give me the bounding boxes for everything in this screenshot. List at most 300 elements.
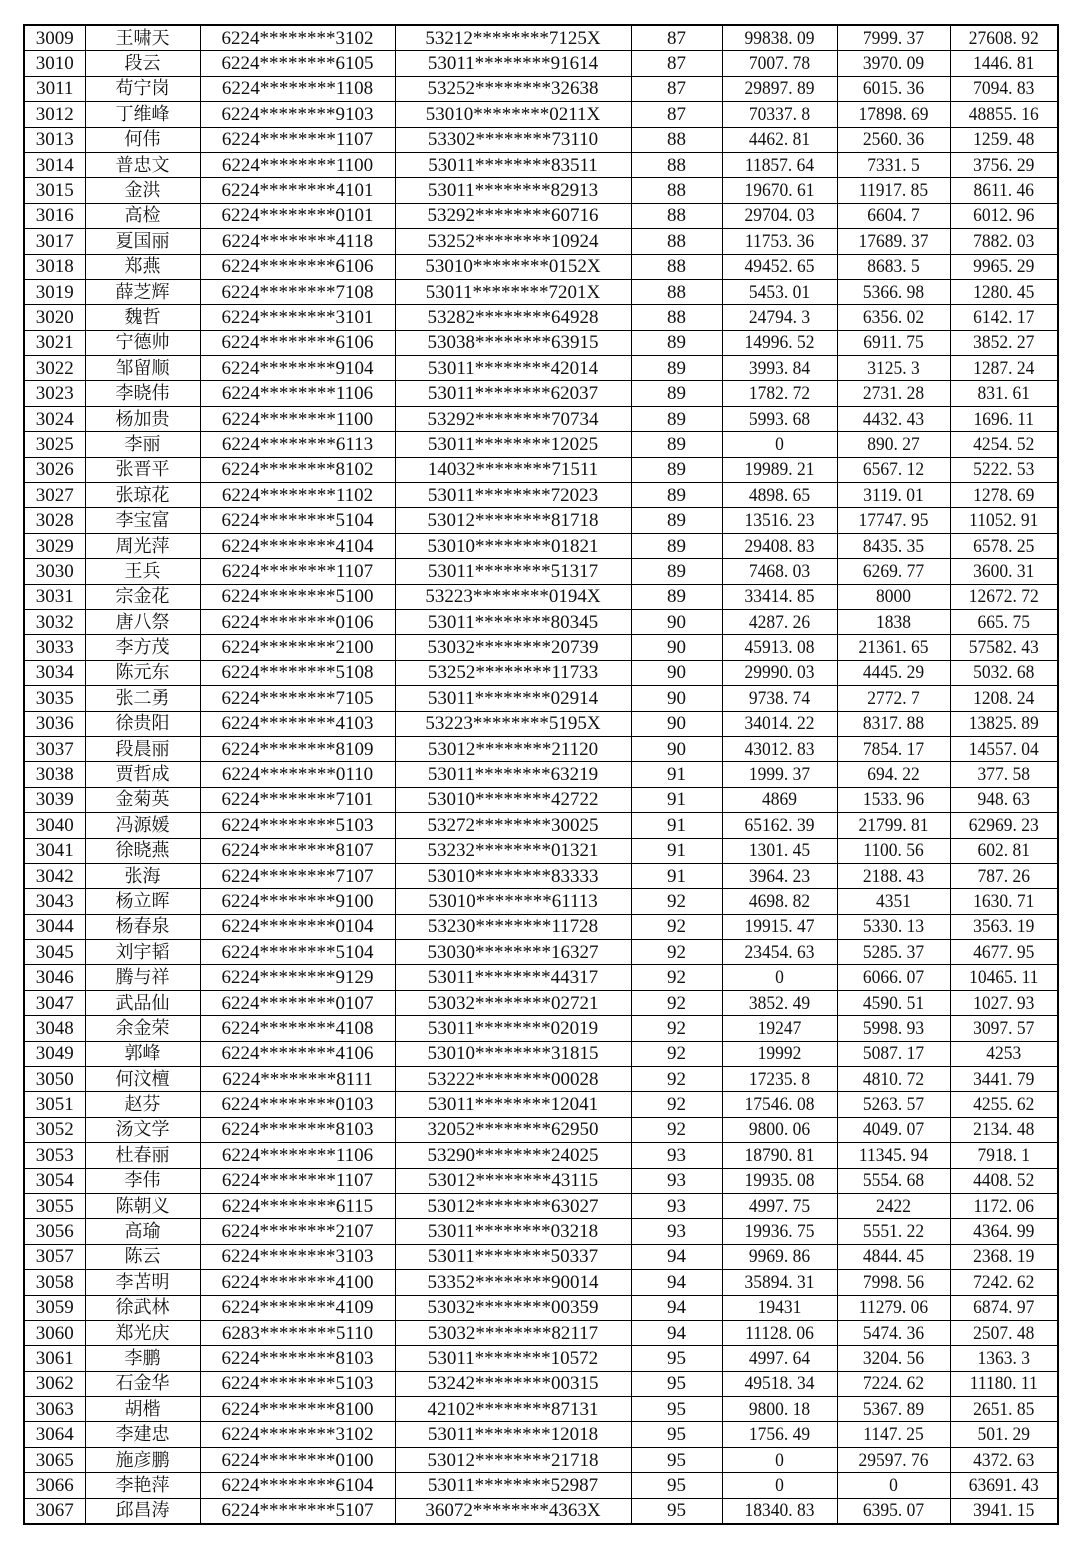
amount-1-cell: 3852. 49 — [727, 990, 833, 1015]
score-cell: 94 — [631, 1244, 722, 1269]
amount-2-cell: 8317. 88 — [842, 711, 946, 736]
card-number-cell: 6224********4101 — [200, 178, 395, 203]
row-number-cell: 3036 — [24, 711, 85, 736]
name-cell: 邱昌涛 — [85, 1498, 200, 1524]
name-cell: 薛芝辉 — [85, 279, 200, 304]
amount-1-cell: 33414. 85 — [727, 584, 833, 609]
amount-2-cell: 4432. 43 — [842, 406, 946, 431]
score-cell: 87 — [631, 76, 722, 101]
row-number-cell: 3066 — [24, 1473, 85, 1498]
name-cell: 李苫明 — [85, 1270, 200, 1295]
id-number-cell: 53222********00028 — [395, 1067, 631, 1092]
row-number-cell: 3029 — [24, 533, 85, 558]
name-cell: 王啸天 — [85, 25, 200, 51]
amount-2-cell: 890. 27 — [842, 432, 946, 457]
score-cell: 87 — [631, 25, 722, 51]
row-number-cell: 3046 — [24, 965, 85, 990]
id-number-cell: 53011********12018 — [395, 1422, 631, 1447]
id-number-cell: 53282********64928 — [395, 305, 631, 330]
score-cell: 88 — [631, 203, 722, 228]
amount-1-cell: 19989. 21 — [727, 457, 833, 482]
card-number-cell: 6224********8111 — [200, 1067, 395, 1092]
amount-2-cell: 6567. 12 — [842, 457, 946, 482]
name-cell: 周光萍 — [85, 533, 200, 558]
score-cell: 91 — [631, 813, 722, 838]
score-cell: 89 — [631, 508, 722, 533]
row-number-cell: 3020 — [24, 305, 85, 330]
card-number-cell: 6224********0100 — [200, 1447, 395, 1472]
score-cell: 90 — [631, 660, 722, 685]
table-row — [24, 838, 1058, 863]
row-number-cell: 3026 — [24, 457, 85, 482]
card-number-cell: 6224********7107 — [200, 863, 395, 888]
amount-3-cell: 14557. 04 — [954, 736, 1053, 761]
name-cell: 余金荣 — [85, 1016, 200, 1041]
amount-1-cell: 29408. 83 — [727, 533, 833, 558]
card-number-cell: 6224********1106 — [200, 1143, 395, 1168]
name-cell: 李艳萍 — [85, 1473, 200, 1498]
amount-2-cell: 6911. 75 — [842, 330, 946, 355]
amount-2-cell: 5474. 36 — [842, 1320, 946, 1345]
amount-2-cell: 5330. 13 — [842, 914, 946, 939]
table-row — [24, 1498, 1058, 1524]
card-number-cell: 6224********9129 — [200, 965, 395, 990]
name-cell: 刘宇韬 — [85, 940, 200, 965]
row-number-cell: 3042 — [24, 863, 85, 888]
amount-3-cell: 2507. 48 — [954, 1320, 1053, 1345]
amount-2-cell: 7331. 5 — [842, 152, 946, 177]
amount-3-cell: 948. 63 — [954, 787, 1053, 812]
amount-2-cell: 11917. 85 — [842, 178, 946, 203]
table-row — [24, 1016, 1058, 1041]
score-cell: 92 — [631, 1041, 722, 1066]
card-number-cell: 6224********0110 — [200, 762, 395, 787]
amount-3-cell: 3852. 27 — [954, 330, 1053, 355]
table-row — [24, 51, 1058, 76]
score-cell: 91 — [631, 863, 722, 888]
row-number-cell: 3043 — [24, 889, 85, 914]
amount-3-cell: 1446. 81 — [954, 51, 1053, 76]
name-cell: 冯源媛 — [85, 813, 200, 838]
table-row — [24, 305, 1058, 330]
score-cell: 93 — [631, 1193, 722, 1218]
table-row — [24, 203, 1058, 228]
amount-1-cell: 0 — [727, 1447, 833, 1472]
card-number-cell: 6224********4100 — [200, 1270, 395, 1295]
id-number-cell: 53012********43115 — [395, 1168, 631, 1193]
amount-1-cell: 4462. 81 — [727, 127, 833, 152]
row-number-cell: 3067 — [24, 1498, 85, 1524]
card-number-cell: 6224********8103 — [200, 1346, 395, 1371]
amount-3-cell: 7918. 1 — [954, 1143, 1053, 1168]
amount-3-cell: 62969. 23 — [954, 813, 1053, 838]
amount-2-cell: 6269. 77 — [842, 559, 946, 584]
amount-1-cell: 45913. 08 — [727, 635, 833, 660]
amount-1-cell: 99838. 09 — [727, 25, 833, 51]
amount-2-cell: 4810. 72 — [842, 1067, 946, 1092]
row-number-cell: 3030 — [24, 559, 85, 584]
amount-2-cell: 2731. 28 — [842, 381, 946, 406]
amount-3-cell: 2651. 85 — [954, 1397, 1053, 1422]
card-number-cell: 6224********6105 — [200, 51, 395, 76]
amount-1-cell: 29990. 03 — [727, 660, 833, 685]
name-cell: 施彦鹏 — [85, 1447, 200, 1472]
amount-2-cell: 4590. 51 — [842, 990, 946, 1015]
id-number-cell: 53010********42722 — [395, 787, 631, 812]
amount-2-cell: 6356. 02 — [842, 305, 946, 330]
card-number-cell: 6224********2107 — [200, 1219, 395, 1244]
amount-1-cell: 4287. 26 — [727, 609, 833, 634]
id-number-cell: 53352********90014 — [395, 1270, 631, 1295]
card-number-cell: 6224********3103 — [200, 1244, 395, 1269]
table-row — [24, 1320, 1058, 1345]
name-cell: 徐贵阳 — [85, 711, 200, 736]
amount-3-cell: 4408. 52 — [954, 1168, 1053, 1193]
name-cell: 张晋平 — [85, 457, 200, 482]
amount-1-cell: 17546. 08 — [727, 1092, 833, 1117]
amount-3-cell: 9965. 29 — [954, 254, 1053, 279]
row-number-cell: 3041 — [24, 838, 85, 863]
row-number-cell: 3015 — [24, 178, 85, 203]
amount-2-cell: 8683. 5 — [842, 254, 946, 279]
id-number-cell: 53011********82913 — [395, 178, 631, 203]
amount-2-cell: 11279. 06 — [842, 1295, 946, 1320]
score-cell: 89 — [631, 559, 722, 584]
amount-3-cell: 7242. 62 — [954, 1270, 1053, 1295]
score-cell: 91 — [631, 762, 722, 787]
card-number-cell: 6224********9100 — [200, 889, 395, 914]
table-row — [24, 1397, 1058, 1422]
amount-1-cell: 17235. 8 — [727, 1067, 833, 1092]
amount-1-cell: 9738. 74 — [727, 686, 833, 711]
score-cell: 92 — [631, 1117, 722, 1142]
amount-2-cell: 1838 — [842, 609, 946, 634]
score-cell: 88 — [631, 254, 722, 279]
amount-1-cell: 3993. 84 — [727, 356, 833, 381]
name-cell: 李方茂 — [85, 635, 200, 660]
amount-1-cell: 49518. 34 — [727, 1371, 833, 1396]
table-row — [24, 229, 1058, 254]
amount-3-cell: 11052. 91 — [954, 508, 1053, 533]
card-number-cell: 6224********5107 — [200, 1498, 395, 1524]
amount-1-cell: 11753. 36 — [727, 229, 833, 254]
score-cell: 95 — [631, 1473, 722, 1498]
score-cell: 95 — [631, 1447, 722, 1472]
id-number-cell: 53011********52987 — [395, 1473, 631, 1498]
score-cell: 91 — [631, 838, 722, 863]
amount-1-cell: 4898. 65 — [727, 483, 833, 508]
name-cell: 王兵 — [85, 559, 200, 584]
id-number-cell: 53011********10572 — [395, 1346, 631, 1371]
amount-3-cell: 4255. 62 — [954, 1092, 1053, 1117]
score-cell: 91 — [631, 787, 722, 812]
card-number-cell: 6224********8107 — [200, 838, 395, 863]
name-cell: 高瑜 — [85, 1219, 200, 1244]
amount-2-cell: 7854. 17 — [842, 736, 946, 761]
id-number-cell: 53010********31815 — [395, 1041, 631, 1066]
name-cell: 杨加贵 — [85, 406, 200, 431]
amount-3-cell: 63691. 43 — [954, 1473, 1053, 1498]
score-cell: 88 — [631, 178, 722, 203]
amount-1-cell: 9969. 86 — [727, 1244, 833, 1269]
card-number-cell: 6224********8109 — [200, 736, 395, 761]
id-number-cell: 53011********02019 — [395, 1016, 631, 1041]
card-number-cell: 6224********1107 — [200, 127, 395, 152]
id-number-cell: 53010********83333 — [395, 863, 631, 888]
id-number-cell: 36072********4363X — [395, 1498, 631, 1524]
card-number-cell: 6224********5103 — [200, 1371, 395, 1396]
row-number-cell: 3060 — [24, 1320, 85, 1345]
amount-1-cell: 3964. 23 — [727, 863, 833, 888]
row-number-cell: 3053 — [24, 1143, 85, 1168]
row-number-cell: 3058 — [24, 1270, 85, 1295]
table-row — [24, 432, 1058, 457]
card-number-cell: 6224********4106 — [200, 1041, 395, 1066]
score-cell: 90 — [631, 609, 722, 634]
amount-2-cell: 29597. 76 — [842, 1447, 946, 1472]
name-cell: 张琼花 — [85, 483, 200, 508]
table-row — [24, 559, 1058, 584]
amount-1-cell: 13516. 23 — [727, 508, 833, 533]
card-number-cell: 6224********5104 — [200, 940, 395, 965]
name-cell: 汤文学 — [85, 1117, 200, 1142]
id-number-cell: 53010********61113 — [395, 889, 631, 914]
id-number-cell: 53011********72023 — [395, 483, 631, 508]
amount-2-cell: 4844. 45 — [842, 1244, 946, 1269]
amount-1-cell: 0 — [727, 1473, 833, 1498]
amount-1-cell: 4997. 75 — [727, 1193, 833, 1218]
table-row — [24, 1371, 1058, 1396]
id-number-cell: 53242********00315 — [395, 1371, 631, 1396]
table-row — [24, 940, 1058, 965]
name-cell: 杨立晖 — [85, 889, 200, 914]
row-number-cell: 3064 — [24, 1422, 85, 1447]
amount-3-cell: 6142. 17 — [954, 305, 1053, 330]
amount-3-cell: 2368. 19 — [954, 1244, 1053, 1269]
amount-1-cell: 11128. 06 — [727, 1320, 833, 1345]
table-row — [24, 635, 1058, 660]
id-number-cell: 53011********83511 — [395, 152, 631, 177]
amount-1-cell: 18790. 81 — [727, 1143, 833, 1168]
card-number-cell: 6224********0101 — [200, 203, 395, 228]
table-row — [24, 1422, 1058, 1447]
row-number-cell: 3050 — [24, 1067, 85, 1092]
table-row — [24, 406, 1058, 431]
data-table — [23, 24, 1059, 1525]
card-number-cell: 6224********5104 — [200, 508, 395, 533]
amount-2-cell: 17689. 37 — [842, 229, 946, 254]
score-cell: 90 — [631, 711, 722, 736]
amount-1-cell: 7007. 78 — [727, 51, 833, 76]
row-number-cell: 3051 — [24, 1092, 85, 1117]
table-row — [24, 990, 1058, 1015]
table-row — [24, 1295, 1058, 1320]
name-cell: 石金华 — [85, 1371, 200, 1396]
amount-2-cell: 4351 — [842, 889, 946, 914]
row-number-cell: 3054 — [24, 1168, 85, 1193]
id-number-cell: 53272********30025 — [395, 813, 631, 838]
row-number-cell: 3014 — [24, 152, 85, 177]
id-number-cell: 53011********02914 — [395, 686, 631, 711]
amount-2-cell: 5087. 17 — [842, 1041, 946, 1066]
amount-3-cell: 13825. 89 — [954, 711, 1053, 736]
table-row — [24, 356, 1058, 381]
amount-1-cell: 1999. 37 — [727, 762, 833, 787]
amount-3-cell: 3756. 29 — [954, 152, 1053, 177]
card-number-cell: 6224********6115 — [200, 1193, 395, 1218]
name-cell: 何汶檀 — [85, 1067, 200, 1092]
card-number-cell: 6224********3102 — [200, 1422, 395, 1447]
score-cell: 88 — [631, 127, 722, 152]
row-number-cell: 3010 — [24, 51, 85, 76]
table-row — [24, 127, 1058, 152]
table-row — [24, 762, 1058, 787]
score-cell: 88 — [631, 152, 722, 177]
amount-2-cell: 4049. 07 — [842, 1117, 946, 1142]
amount-1-cell: 0 — [727, 432, 833, 457]
id-number-cell: 53011********80345 — [395, 609, 631, 634]
table-row — [24, 1473, 1058, 1498]
id-number-cell: 53302********73110 — [395, 127, 631, 152]
card-number-cell: 6224********1102 — [200, 483, 395, 508]
amount-3-cell: 4254. 52 — [954, 432, 1053, 457]
card-number-cell: 6224********0103 — [200, 1092, 395, 1117]
table-row — [24, 533, 1058, 558]
table-row — [24, 813, 1058, 838]
score-cell: 94 — [631, 1295, 722, 1320]
amount-3-cell: 1287. 24 — [954, 356, 1053, 381]
id-number-cell: 53011********42014 — [395, 356, 631, 381]
id-number-cell: 53011********44317 — [395, 965, 631, 990]
score-cell: 93 — [631, 1143, 722, 1168]
id-number-cell: 32052********62950 — [395, 1117, 631, 1142]
id-number-cell: 53012********63027 — [395, 1193, 631, 1218]
card-number-cell: 6224********7105 — [200, 686, 395, 711]
name-cell: 陈朝义 — [85, 1193, 200, 1218]
amount-2-cell: 5285. 37 — [842, 940, 946, 965]
name-cell: 李伟 — [85, 1168, 200, 1193]
id-number-cell: 53010********0152X — [395, 254, 631, 279]
card-number-cell: 6224********4103 — [200, 711, 395, 736]
id-number-cell: 53012********21718 — [395, 1447, 631, 1472]
amount-3-cell: 3941. 15 — [954, 1498, 1053, 1524]
amount-3-cell: 1208. 24 — [954, 686, 1053, 711]
card-number-cell: 6224********1106 — [200, 381, 395, 406]
name-cell: 苟宁岗 — [85, 76, 200, 101]
amount-2-cell: 1147. 25 — [842, 1422, 946, 1447]
table-row — [24, 711, 1058, 736]
amount-2-cell: 2422 — [842, 1193, 946, 1218]
table-row — [24, 483, 1058, 508]
table-row — [24, 686, 1058, 711]
amount-3-cell: 11180. 11 — [954, 1371, 1053, 1396]
name-cell: 腾与祥 — [85, 965, 200, 990]
amount-2-cell: 1533. 96 — [842, 787, 946, 812]
amount-2-cell: 5998. 93 — [842, 1016, 946, 1041]
table-row — [24, 1193, 1058, 1218]
score-cell: 95 — [631, 1346, 722, 1371]
row-number-cell: 3025 — [24, 432, 85, 457]
name-cell: 段云 — [85, 51, 200, 76]
table-row — [24, 1067, 1058, 1092]
amount-3-cell: 501. 29 — [954, 1422, 1053, 1447]
amount-1-cell: 29897. 89 — [727, 76, 833, 101]
amount-1-cell: 0 — [727, 965, 833, 990]
amount-3-cell: 10465. 11 — [954, 965, 1053, 990]
amount-2-cell: 7999. 37 — [842, 25, 946, 51]
amount-2-cell: 5551. 22 — [842, 1219, 946, 1244]
amount-3-cell: 4364. 99 — [954, 1219, 1053, 1244]
amount-1-cell: 65162. 39 — [727, 813, 833, 838]
card-number-cell: 6224********0106 — [200, 609, 395, 634]
id-number-cell: 53038********63915 — [395, 330, 631, 355]
name-cell: 唐八祭 — [85, 609, 200, 634]
card-number-cell: 6224********7108 — [200, 279, 395, 304]
table-row — [24, 178, 1058, 203]
amount-1-cell: 19431 — [727, 1295, 833, 1320]
row-number-cell: 3009 — [24, 25, 85, 51]
id-number-cell: 53032********82117 — [395, 1320, 631, 1345]
name-cell: 张海 — [85, 863, 200, 888]
row-number-cell: 3035 — [24, 686, 85, 711]
name-cell: 郭峰 — [85, 1041, 200, 1066]
amount-3-cell: 4253 — [954, 1041, 1053, 1066]
amount-2-cell: 17898. 69 — [842, 102, 946, 127]
amount-1-cell: 19936. 75 — [727, 1219, 833, 1244]
amount-2-cell: 17747. 95 — [842, 508, 946, 533]
amount-2-cell: 21361. 65 — [842, 635, 946, 660]
row-number-cell: 3044 — [24, 914, 85, 939]
name-cell: 夏国丽 — [85, 229, 200, 254]
amount-3-cell: 6874. 97 — [954, 1295, 1053, 1320]
name-cell: 李丽 — [85, 432, 200, 457]
row-number-cell: 3055 — [24, 1193, 85, 1218]
id-number-cell: 53290********24025 — [395, 1143, 631, 1168]
amount-3-cell: 1696. 11 — [954, 406, 1053, 431]
id-number-cell: 53010********01821 — [395, 533, 631, 558]
row-number-cell: 3063 — [24, 1397, 85, 1422]
amount-1-cell: 1782. 72 — [727, 381, 833, 406]
row-number-cell: 3018 — [24, 254, 85, 279]
table-row — [24, 381, 1058, 406]
amount-3-cell: 1172. 06 — [954, 1193, 1053, 1218]
amount-3-cell: 48855. 16 — [954, 102, 1053, 127]
amount-3-cell: 57582. 43 — [954, 635, 1053, 660]
table-row — [24, 457, 1058, 482]
card-number-cell: 6224********5103 — [200, 813, 395, 838]
row-number-cell: 3038 — [24, 762, 85, 787]
amount-2-cell: 7224. 62 — [842, 1371, 946, 1396]
row-number-cell: 3017 — [24, 229, 85, 254]
row-number-cell: 3027 — [24, 483, 85, 508]
row-number-cell: 3013 — [24, 127, 85, 152]
amount-2-cell: 5366. 98 — [842, 279, 946, 304]
id-number-cell: 53223********0194X — [395, 584, 631, 609]
name-cell: 陈云 — [85, 1244, 200, 1269]
row-number-cell: 3057 — [24, 1244, 85, 1269]
table-row — [24, 279, 1058, 304]
amount-2-cell: 2772. 7 — [842, 686, 946, 711]
score-cell: 92 — [631, 1016, 722, 1041]
table-row — [24, 1219, 1058, 1244]
amount-3-cell: 4372. 63 — [954, 1447, 1053, 1472]
id-number-cell: 53011********7201X — [395, 279, 631, 304]
table-row — [24, 25, 1058, 51]
amount-2-cell: 3970. 09 — [842, 51, 946, 76]
amount-2-cell: 0 — [842, 1473, 946, 1498]
id-number-cell: 53292********70734 — [395, 406, 631, 431]
amount-2-cell: 5263. 57 — [842, 1092, 946, 1117]
